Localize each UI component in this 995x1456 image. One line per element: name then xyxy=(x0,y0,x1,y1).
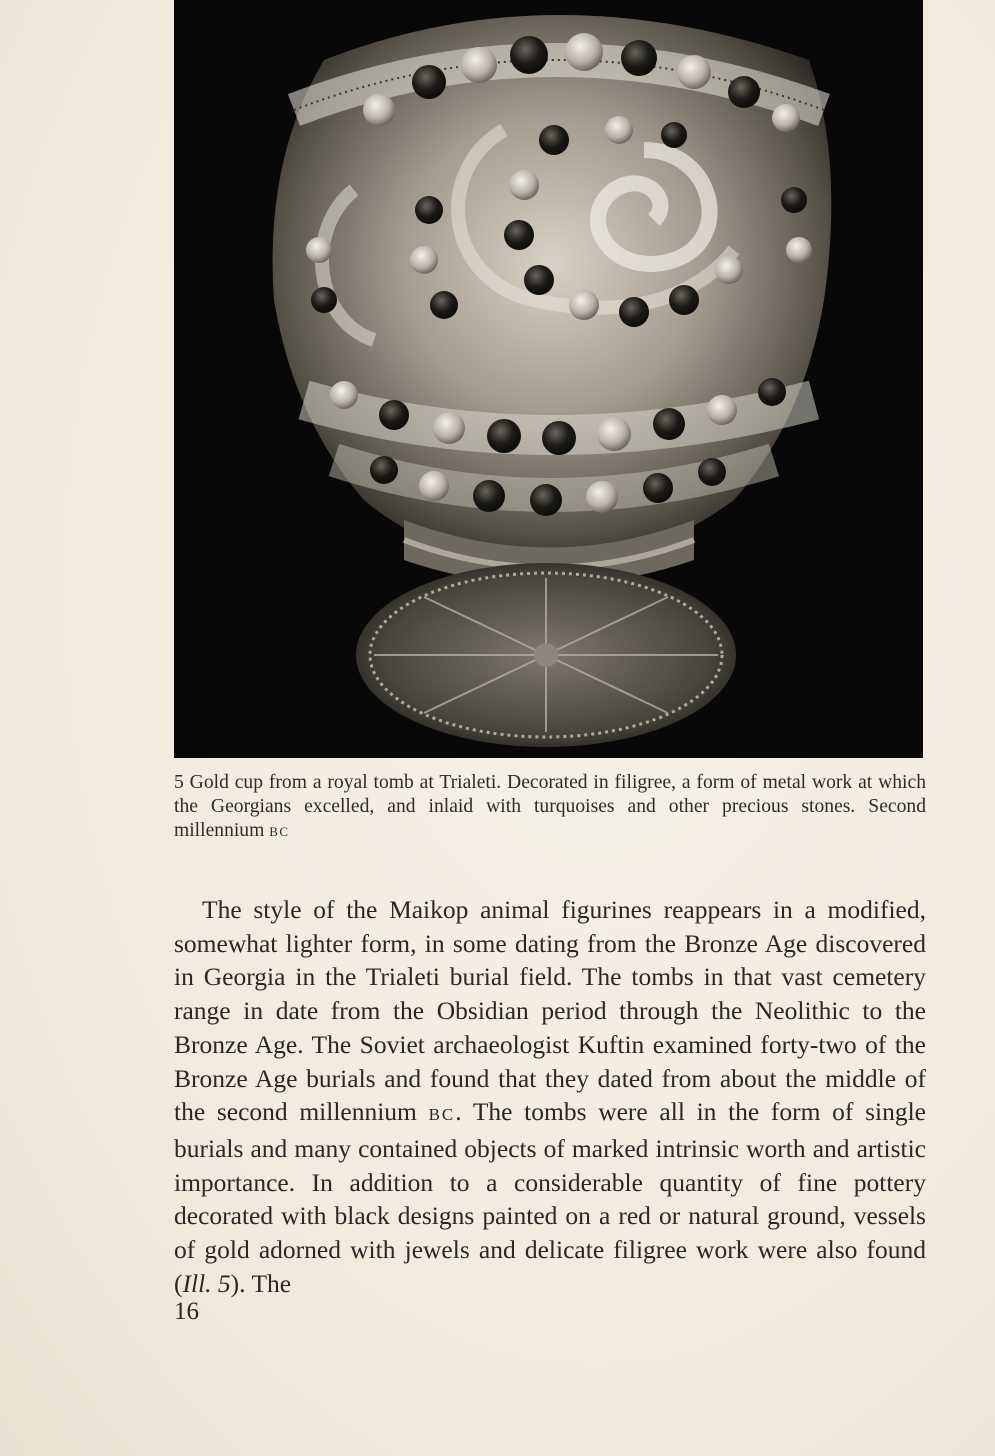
body-paragraph-era: BC xyxy=(428,1105,456,1125)
illustration-reference: Ill. 5 xyxy=(182,1268,231,1298)
body-text xyxy=(174,893,926,1300)
figure-caption-text: Gold cup from a royal tomb at Trialeti. Decorated in filigree, a form of metal work at which the Georgians excelled, and inlaid with turquoises and other precious stones. Second millennium xyxy=(174,772,926,841)
gold-cup-photograph xyxy=(174,0,923,758)
body-paragraph-text-3: ). The xyxy=(230,1268,292,1298)
body-paragraph-text-2: . The tombs were all in the form of single burials and many contained objects of marked intrinsic worth and artistic importance. In addition to a considerable quantity of fine pottery decorated with black designs painted on a red or natural ground, vessels of gold adorned with jewels and delicate filigree work were also found ( xyxy=(174,1097,926,1298)
page-number: 16 xyxy=(174,1298,199,1325)
figure-number: 5 xyxy=(174,772,184,793)
gold-cup-illustration xyxy=(174,0,923,758)
body-paragraph xyxy=(174,893,926,1300)
figure-caption-era: BC xyxy=(269,824,290,839)
body-paragraph-text-1: The style of the Maikop animal figurines reappears in a modified, somewhat lighter form, in some dating from the Bronze Age discovered in Georgia in the Trialeti burial field. The tombs in that vast cemetery range in date from the Obsidian period through the Neolithic to the Bronze Age. The Soviet archaeologist Kuftin examined forty-two of the Bronze Age burials and found that they dated from about the middle of the second millennium xyxy=(174,895,926,1127)
figure-caption xyxy=(174,771,926,844)
